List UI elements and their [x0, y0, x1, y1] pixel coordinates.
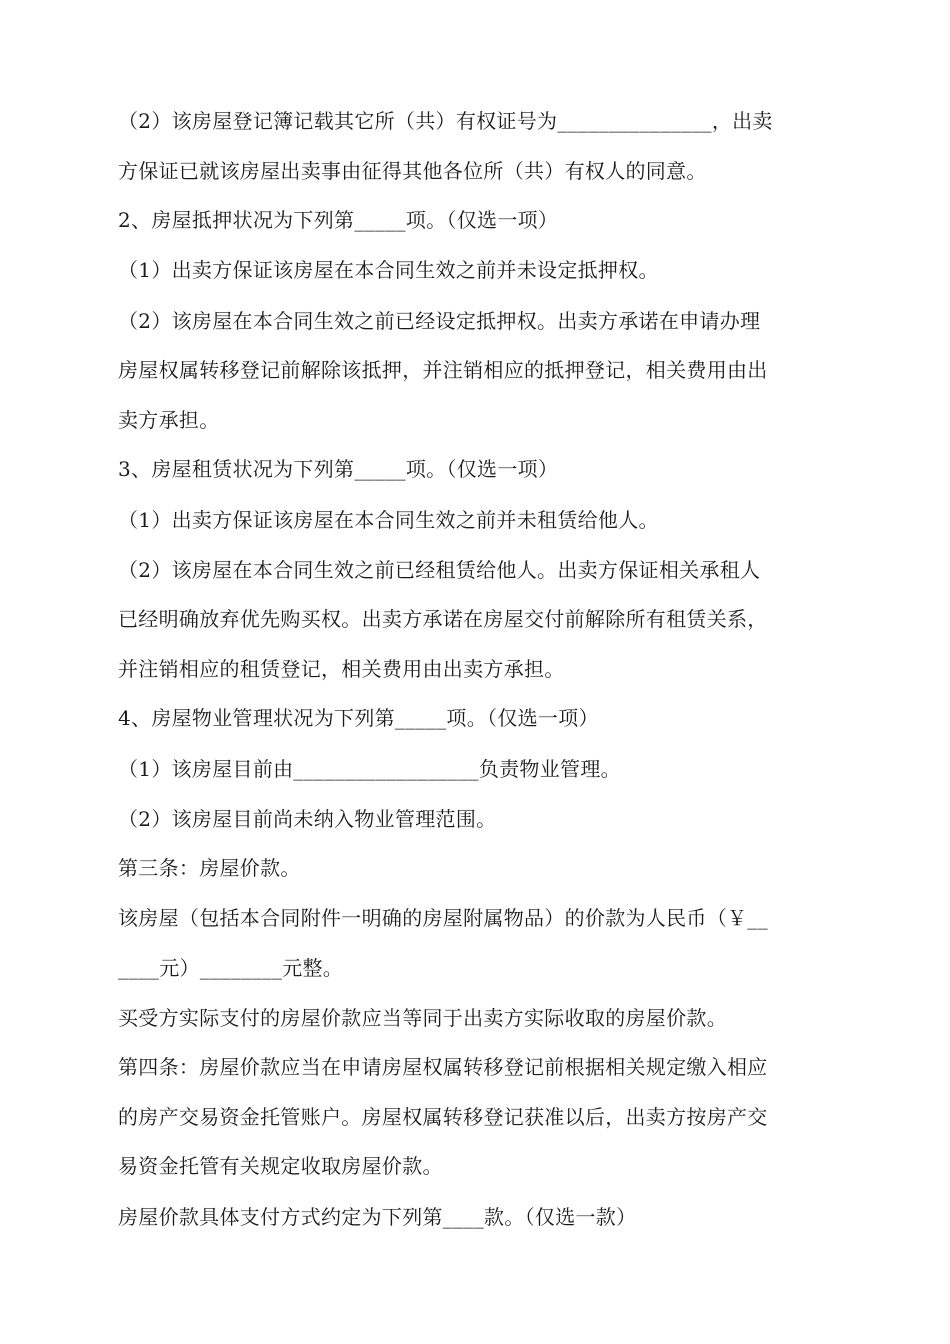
text-line: 房屋权属转移登记前解除该抵押，并注销相应的抵押登记，相关费用由出	[118, 358, 768, 382]
text-line: 该房屋（包括本合同附件一明确的房屋附属物品）的价款为人民币（￥__	[118, 906, 768, 930]
text-line: 已经明确放弃优先购买权。出卖方承诺在房屋交付前解除所有租赁关系，	[118, 607, 768, 631]
text-line: 3、房屋租赁状况为下列第_____项。（仅选一项）	[118, 457, 559, 481]
text-line: 并注销相应的租赁登记，相关费用由出卖方承担。	[118, 657, 565, 681]
text-line: 2、房屋抵押状况为下列第_____项。（仅选一项）	[118, 208, 559, 232]
text-line: 方保证已就该房屋出卖事由征得其他各位所（共）有权人的同意。	[118, 159, 707, 183]
text-line: 买受方实际支付的房屋价款应当等同于出卖方实际收取的房屋价款。	[118, 1006, 727, 1030]
text-line: 卖方承担。	[118, 408, 220, 432]
text-line: （1）出卖方保证该房屋在本合同生效之前并未设定抵押权。	[118, 258, 659, 282]
text-line: 易资金托管有关规定收取房屋价款。	[118, 1154, 443, 1178]
text-line: 4、房屋物业管理状况为下列第_____项。（仅选一项）	[118, 706, 599, 730]
text-line: （2）该房屋在本合同生效之前已经租赁给他人。出卖方保证相关承租人	[118, 558, 761, 582]
text-line: （1）该房屋目前由__________________负责物业管理。	[118, 757, 621, 781]
text-line: （2）该房屋目前尚未纳入物业管理范围。	[118, 807, 497, 831]
text-line: （2）该房屋登记簿记载其它所（共）有权证号为_______________，出卖	[118, 109, 773, 133]
text-line: 房屋价款具体支付方式约定为下列第____款。（仅选一款）	[118, 1205, 637, 1229]
text-line: （2）该房屋在本合同生效之前已经设定抵押权。出卖方承诺在申请办理	[118, 309, 761, 333]
text-line: 的房产交易资金托管账户。房屋权属转移登记获准以后，出卖方按房产交	[118, 1105, 768, 1129]
text-line: ____元）________元整。	[118, 956, 344, 980]
text-line: 第四条：房屋价款应当在申请房屋权属转移登记前根据相关规定缴入相应	[118, 1055, 768, 1079]
text-line: （1）出卖方保证该房屋在本合同生效之前并未租赁给他人。	[118, 508, 659, 532]
text-line: 第三条：房屋价款。	[118, 856, 301, 880]
